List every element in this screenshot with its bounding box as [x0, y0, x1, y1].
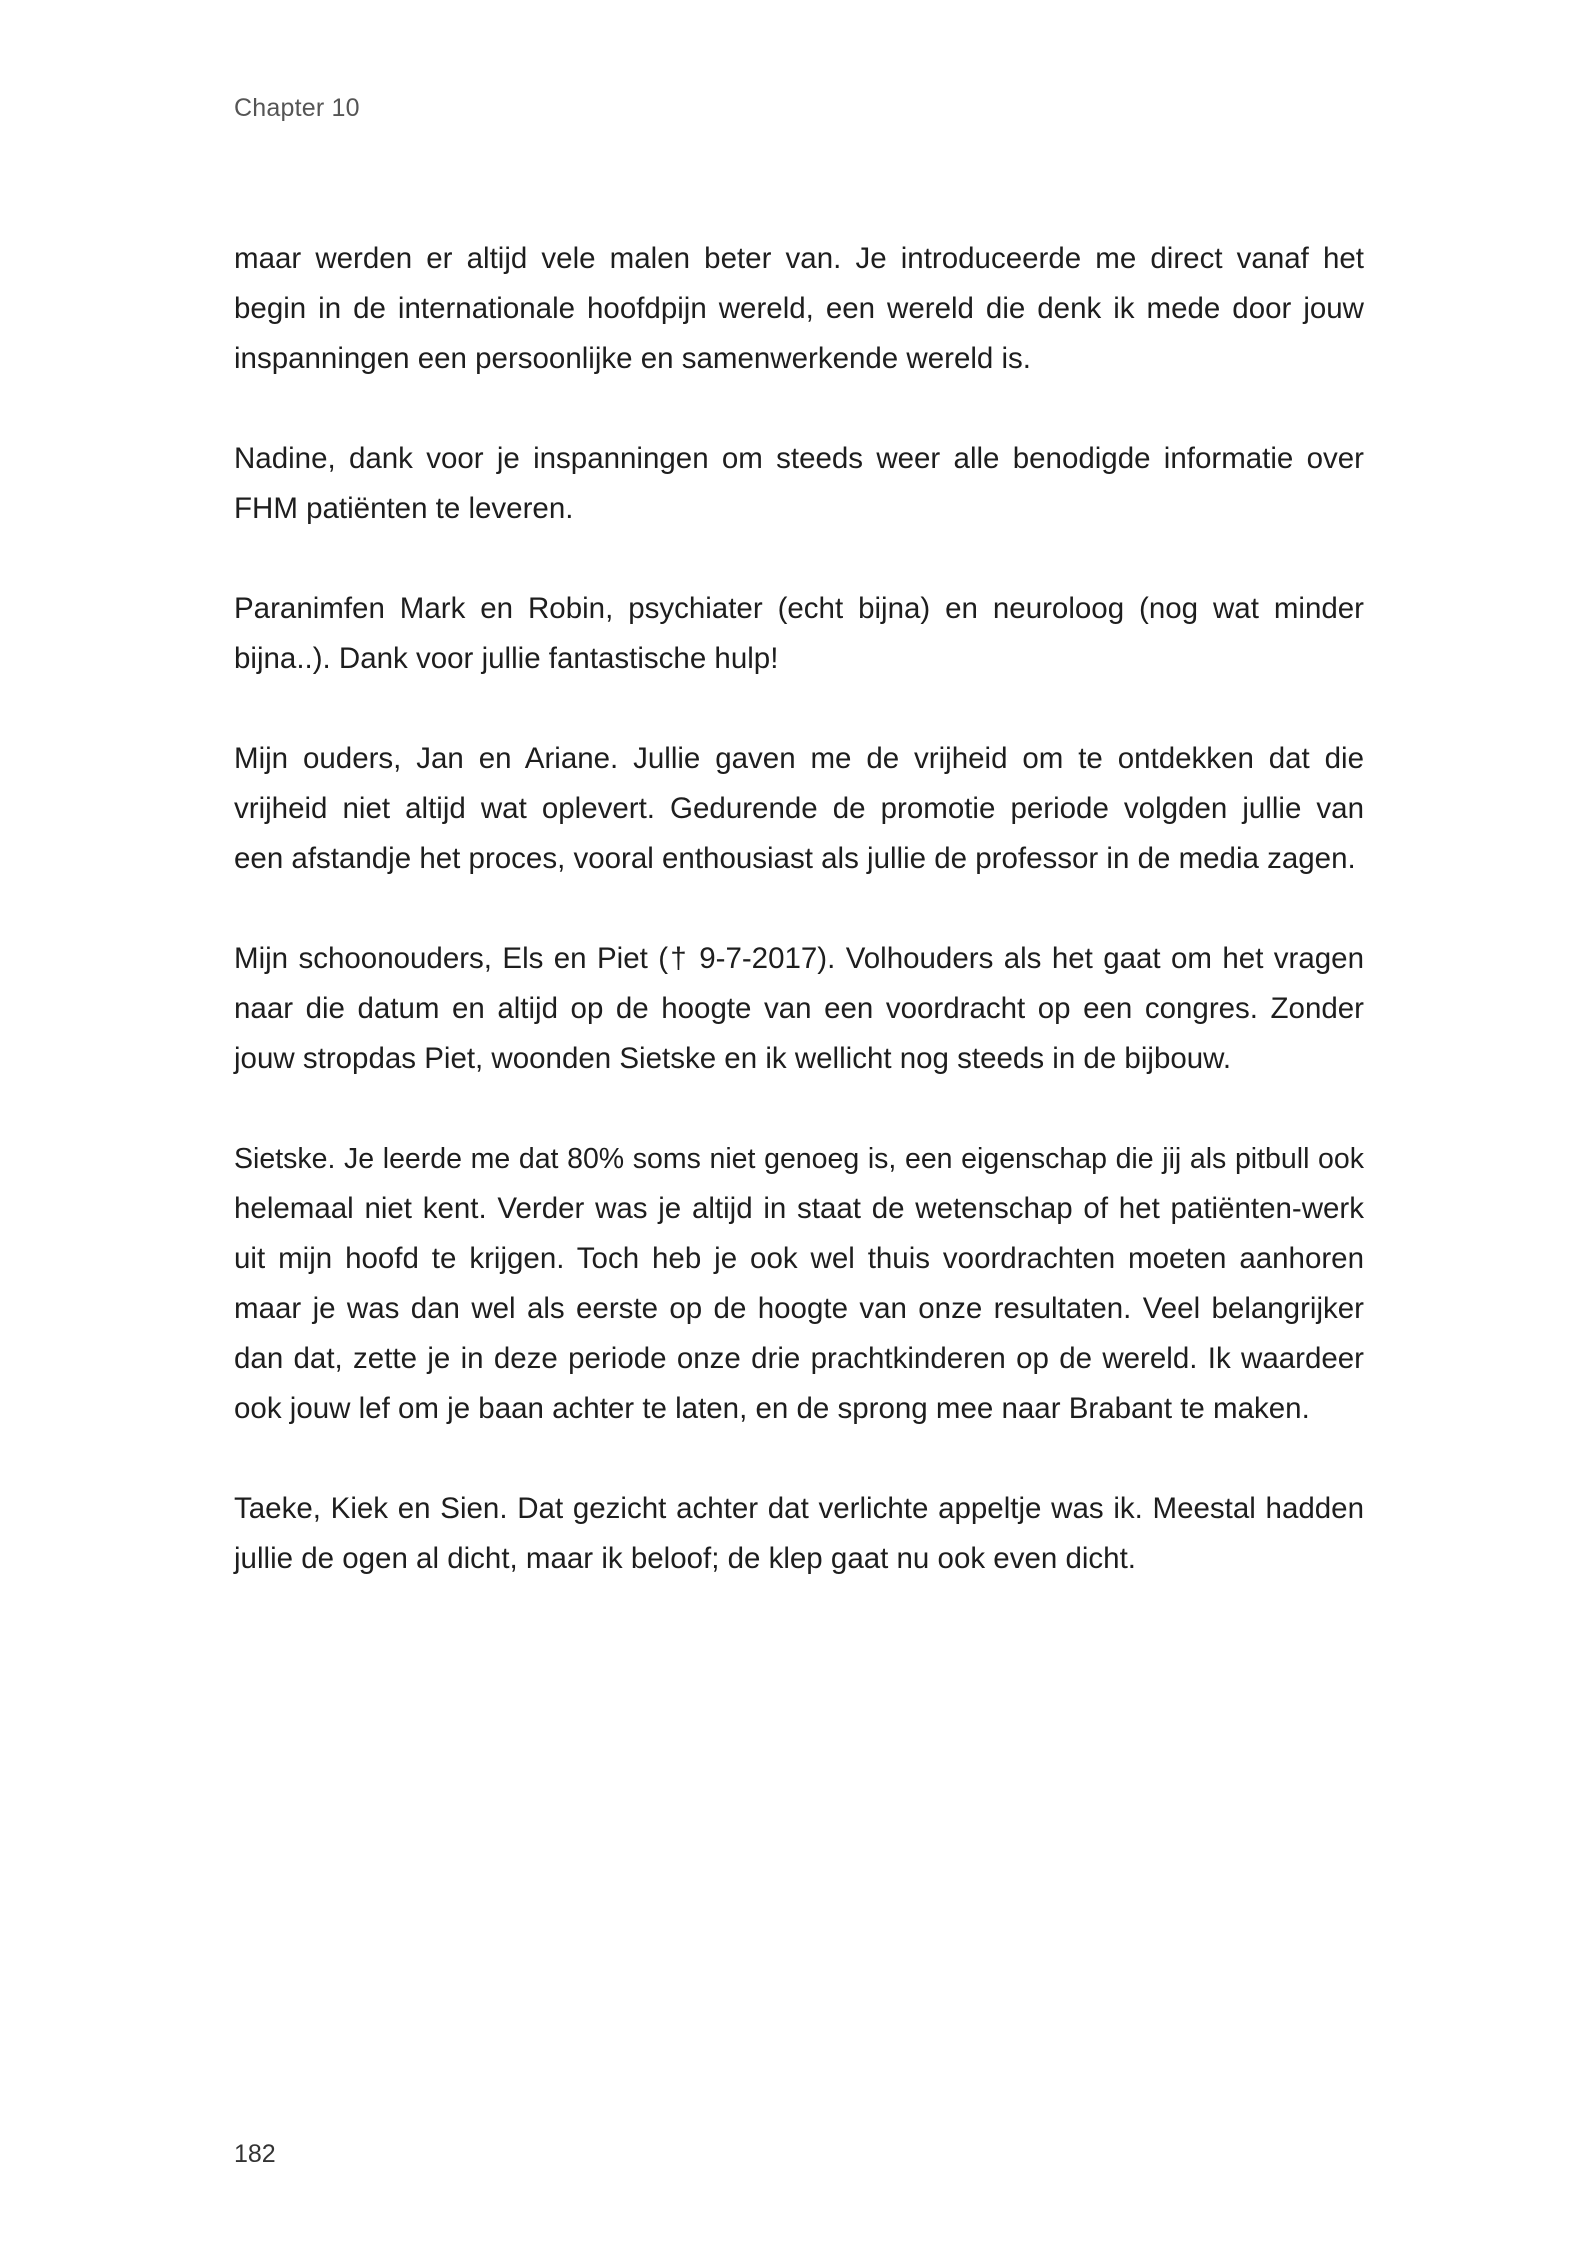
text-line: Mijn ouders, Jan en Ariane. Jullie gaven me de vrijheid om te ontdekken dat die — [234, 742, 1364, 775]
text-line: bijna..). Dank voor jullie fantastische hulp! — [234, 642, 779, 675]
paragraph-acknowledgement-children — [234, 1484, 1364, 1584]
text-line: helemaal niet kent. Verder was je altijd in staat de wetenschap of het patiënten-werk — [234, 1192, 1364, 1225]
text-line: maar je was dan wel als eerste op de hoogte van onze resultaten. Veel belangrijker — [234, 1292, 1364, 1325]
text-line: naar die datum en altijd op de hoogte van een voordracht op een congres. Zonder — [234, 992, 1364, 1025]
text-line: Taeke, Kiek en Sien. Dat gezicht achter dat verlichte appeltje was ik. Meestal hadden — [234, 1492, 1364, 1525]
page-number: 182 — [234, 2140, 276, 2168]
text-line: FHM patiënten te leveren. — [234, 492, 574, 525]
text-line: Nadine, dank voor je inspanningen om steeds weer alle benodigde informatie over — [234, 442, 1364, 475]
text-line: Paranimfen Mark en Robin, psychiater (echt bijna) en neuroloog (nog wat minder — [234, 592, 1364, 625]
paragraph-acknowledgement-partner — [234, 1134, 1364, 1434]
text-line: inspanningen een persoonlijke en samenwerkende wereld is. — [234, 342, 1032, 375]
text-line: dan dat, zette je in deze periode onze drie prachtkinderen op de wereld. Ik waardeer — [234, 1342, 1364, 1375]
paragraph-acknowledgement-paranimfen — [234, 584, 1364, 684]
paragraph-acknowledgement-supervisor — [234, 234, 1364, 384]
text-line: een afstandje het proces, vooral enthousiast als jullie de professor in de media zagen. — [234, 842, 1356, 875]
text-line: begin in de internationale hoofdpijn wereld, een wereld die denk ik mede door jouw — [234, 292, 1364, 325]
text-line: jullie de ogen al dicht, maar ik beloof; de klep gaat nu ook even dicht. — [234, 1542, 1136, 1575]
text-line: jouw stropdas Piet, woonden Sietske en ik wellicht nog steeds in de bijbouw. — [234, 1042, 1232, 1075]
body-text — [234, 234, 1364, 1634]
text-line: ook jouw lef om je baan achter te laten, en de sprong mee naar Brabant te maken. — [234, 1392, 1310, 1425]
paragraph-acknowledgement-parents-in-law — [234, 934, 1364, 1084]
running-head: Chapter 10 — [234, 94, 360, 122]
text-line: uit mijn hoofd te krijgen. Toch heb je ook wel thuis voordrachten moeten aanhoren — [234, 1242, 1364, 1275]
text-line: Mijn schoonouders, Els en Piet († 9-7-2017). Volhouders als het gaat om het vragen — [234, 942, 1364, 975]
text-line: Sietske. Je leerde me dat 80% soms niet genoeg is, een eigenschap die jij als pitbull ook — [234, 1143, 1364, 1175]
paragraph-acknowledgement-parents — [234, 734, 1364, 884]
text-line: vrijheid niet altijd wat oplevert. Gedurende de promotie periode volgden jullie van — [234, 792, 1364, 825]
paragraph-acknowledgement-nadine — [234, 434, 1364, 534]
text-line: maar werden er altijd vele malen beter van. Je introduceerde me direct vanaf het — [234, 242, 1364, 275]
